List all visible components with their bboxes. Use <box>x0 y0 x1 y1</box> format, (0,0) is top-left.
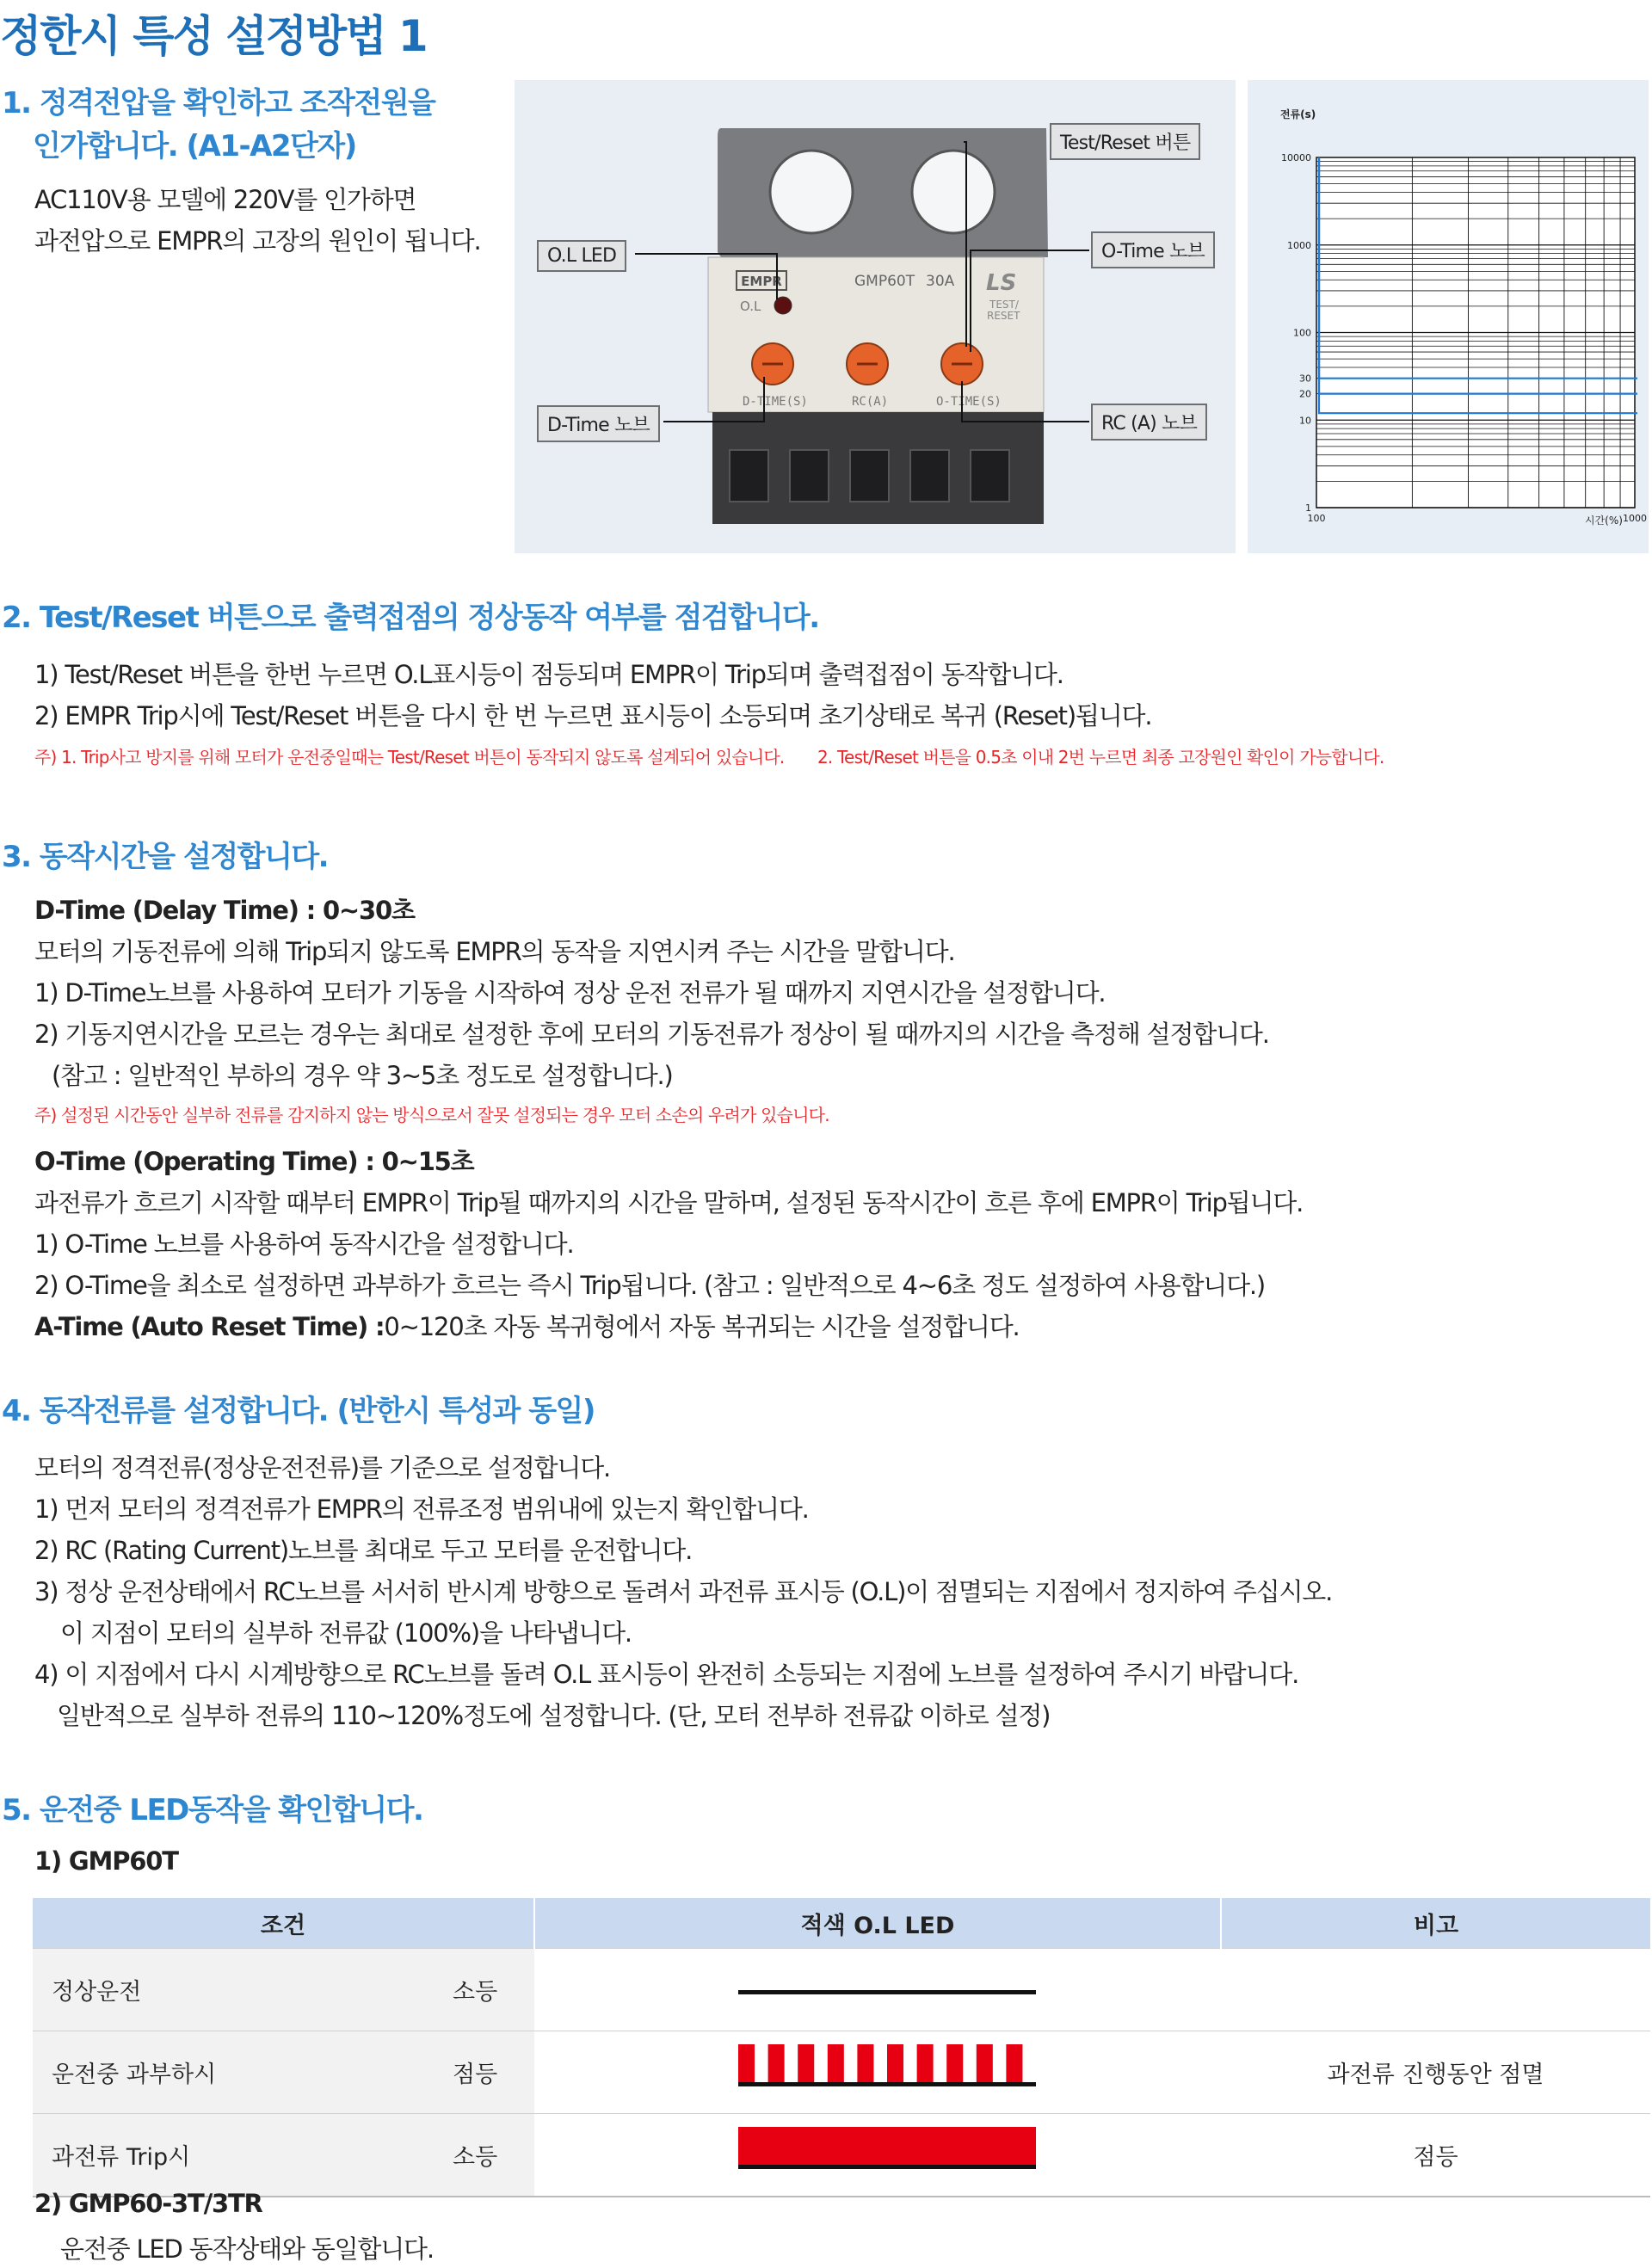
table-row <box>33 2114 1650 2197</box>
row-state: 소등 <box>416 1949 534 2031</box>
row-note <box>1221 1949 1650 2031</box>
d-time-desc: 모터의 기동전류에 의해 Trip되지 않도록 EMPR의 동작을 지연시켜 주는 시간을 말합니다. <box>34 937 955 966</box>
led-pattern-cell <box>534 2114 1221 2197</box>
chart-y-tick-label: 100 <box>1293 327 1311 339</box>
led-blink-pulse <box>946 2044 963 2084</box>
test-label: TEST/ <box>989 299 1019 311</box>
table-row <box>33 2031 1650 2114</box>
d-time-item1: 1) D-Time노브를 사용하여 모터가 기동을 시작하여 정상 운전 전류가 될 때까지 지연시간을 설정합니다. <box>34 978 1106 1008</box>
section-2-line2: 2) EMPR Trip시에 Test/Reset 버튼을 다시 한 번 누르면 표시등이 소등되며 초기상태로 복귀 (Reset)됩니다. <box>34 701 1152 730</box>
section-4-line2: 2) RC (Rating Current)노브를 최대로 두고 모터를 운전합니다. <box>34 1536 693 1565</box>
section-3-heading: 3. 동작시간을 설정합니다. <box>2 840 329 874</box>
led-blink-pulse <box>887 2044 903 2084</box>
o-time-title: O-Time (Operating Time) : 0~15초 <box>34 1147 474 1176</box>
row-state: 점등 <box>416 2031 534 2114</box>
led-on-pattern <box>535 2115 1220 2189</box>
section-4-line3b: 이 지점이 모터의 실부하 전류값 (100%)을 나타냅니다. <box>60 1618 632 1648</box>
section-1-heading-line2: 인가합니다. (A1-A2단자) <box>33 129 356 163</box>
section-5-heading: 5. 운전중 LED동작을 확인합니다. <box>2 1793 423 1827</box>
d-time-scale-label: D-TIME(S) <box>743 395 808 409</box>
led-pattern-cell <box>534 1949 1221 2031</box>
led-off-pattern <box>535 1950 1220 2024</box>
chart-x-tick-label: 1000 <box>1623 513 1647 524</box>
callout-o-time-knob: O-Time 노브 <box>1091 231 1215 268</box>
led-blink-pulse <box>798 2044 814 2084</box>
section-4-line0: 모터의 정격전류(정상운전전류)를 기준으로 설정합니다. <box>34 1453 611 1482</box>
row-state: 소등 <box>416 2114 534 2197</box>
section-4-heading: 4. 동작전류를 설정합니다. (반한시 특성과 동일) <box>2 1394 595 1428</box>
led-status-table <box>33 1898 1650 2197</box>
characteristic-chart <box>1248 80 1649 553</box>
table-row <box>33 1949 1650 2031</box>
row-note: 과전류 진행동안 점멸 <box>1221 2031 1650 2114</box>
section-2-line1: 1) Test/Reset 버튼을 한번 누르면 O.L표시등이 점등되며 EMPR이 Trip되며 출력접점이 동작합니다. <box>34 660 1063 689</box>
callout-d-time-knob: D-Time 노브 <box>537 405 660 442</box>
led-blink-pulse <box>857 2044 873 2084</box>
chart-y-tick-label: 1 <box>1305 502 1311 514</box>
rc-scale-label: RC(A) <box>852 395 889 409</box>
chart-y-tick-label: 1000 <box>1287 239 1311 251</box>
d-time-note: 주) 설정된 시간동안 실부하 전류를 감지하지 않는 방식으로서 잘못 설정되는 경우 모터 소손의 우려가 있습니다. <box>34 1105 829 1125</box>
section-2-note1: 주) 1. Trip사고 방지를 위해 모터가 운전중일때는 Test/Reset 버튼이 동작되지 않도록 설계되어 있습니다. <box>34 747 785 767</box>
row-condition: 운전중 과부하시 <box>33 2031 416 2114</box>
device-photo <box>515 80 1236 553</box>
section-1-text-line2: 과전압으로 EMPR의 고장의 원인이 됩니다. <box>34 226 481 256</box>
callout-test-reset-button: Test/Reset 버튼 <box>1050 123 1200 160</box>
a-time-title: A-Time (Auto Reset Time) : <box>34 1312 385 1341</box>
o-time-item2: 2) O-Time을 최소로 설정하면 과부하가 흐르는 즉시 Trip됩니다. (참고 : 일반적으로 4~6초 정도 설정하여 사용합니다.) <box>34 1271 1266 1300</box>
characteristic-chart-svg <box>1248 80 1649 553</box>
section-5-sub2: 2) GMP60-3T/3TR <box>34 2189 262 2218</box>
callout-rc-knob: RC (A) 노브 <box>1091 404 1207 441</box>
callout-ol-led: O.L LED <box>537 240 626 272</box>
led-blink-pulse <box>828 2044 844 2084</box>
amps-text: 30A <box>926 273 955 290</box>
chart-y-tick-label: 20 <box>1299 388 1311 400</box>
header-condition: 조건 <box>33 1898 534 1949</box>
o-time-knob[interactable] <box>941 343 983 385</box>
ls-logo: LS <box>986 270 1017 296</box>
led-pattern-cell <box>534 2031 1221 2114</box>
model-text: GMP60T <box>854 273 915 290</box>
o-time-scale-label: O-TIME(S) <box>936 395 1002 409</box>
chart-y-tick-label: 10000 <box>1281 152 1311 163</box>
section-1-heading-line1: 1. 정격전압을 확인하고 조작전원을 <box>2 86 435 120</box>
chart-x-label: 시간(%) <box>1585 515 1623 527</box>
row-condition: 과전류 Trip시 <box>33 2114 416 2197</box>
section-2-heading: 2. Test/Reset 버튼으로 출력접점의 정상동작 여부를 점검합니다. <box>2 601 819 635</box>
section-4-line3: 3) 정상 운전상태에서 RC노브를 서서히 반시계 방향으로 돌려서 과전류 표시등 (O.L)이 점멸되는 지점에서 정지하여 주십시오. <box>34 1577 1333 1606</box>
a-time-desc: 0~120초 자동 복귀형에서 자동 복귀되는 시간을 설정합니다. <box>384 1312 1020 1341</box>
led-blink-pulse <box>917 2044 934 2084</box>
section-1-text-line1: AC110V용 모델에 220V를 인가하면 <box>34 185 416 214</box>
d-time-knob[interactable] <box>752 343 793 385</box>
chart-y-tick-label: 30 <box>1299 373 1311 385</box>
led-blink-pulse <box>977 2044 993 2084</box>
section-4-line4: 4) 이 지점에서 다시 시계방향으로 RC노브를 돌려 O.L 표시등이 완전히 소등되는 지점에 노브를 설정하여 주시기 바랍니다. <box>34 1660 1299 1689</box>
brand-text: EMPR <box>741 274 782 289</box>
d-time-reference: (참고 : 일반적인 부하의 경우 약 3~5초 정도로 설정합니다.) <box>52 1061 673 1090</box>
chart-y-label: 전류(s) <box>1280 108 1316 120</box>
header-led: 적색 O.L LED <box>534 1898 1221 1949</box>
ct-hole-left <box>770 151 853 233</box>
o-time-desc: 과전류가 흐르기 시작할 때부터 EMPR이 Trip될 때까지의 시간을 말하며, 설정된 동작시간이 흐른 후에 EMPR이 Trip됩니다. <box>34 1188 1304 1217</box>
o-time-item1: 1) O-Time 노브를 사용하여 동작시간을 설정합니다. <box>34 1230 574 1259</box>
page-title: 정한시 특성 설정방법 1 <box>0 11 427 61</box>
led-blink-pulse <box>1006 2044 1022 2084</box>
a-time-line <box>34 1308 1020 1343</box>
led-blink-pulse <box>768 2044 785 2084</box>
d-time-title: D-Time (Delay Time) : 0~30초 <box>34 896 415 925</box>
table-header-row <box>33 1898 1650 1949</box>
rc-knob[interactable] <box>847 343 888 385</box>
chart-grid <box>1316 157 1635 508</box>
ol-label: O.L <box>740 299 761 314</box>
section-5-sub2-desc: 운전중 LED 동작상태와 동일합니다. <box>60 2234 434 2264</box>
d-time-item2: 2) 기동지연시간을 모르는 경우는 최대로 설정한 후에 모터의 기동전류가 정상이 될 때까지의 시간을 측정해 설정합니다. <box>34 1020 1269 1049</box>
section-4-line1: 1) 먼저 모터의 정격전류가 EMPR의 전류조정 범위내에 있는지 확인합니다. <box>34 1495 809 1524</box>
header-note: 비고 <box>1221 1898 1650 1949</box>
housing-top <box>718 128 1048 257</box>
led-blink-pattern <box>535 2032 1220 2106</box>
row-note: 점등 <box>1221 2114 1650 2197</box>
section-4-line4b: 일반적으로 실부하 전류의 110~120%정도에 설정합니다. (단, 모터 전부하 전류값 이하로 설정) <box>57 1701 1051 1730</box>
reset-label: RESET <box>987 310 1020 322</box>
chart-y-tick-label: 10 <box>1299 415 1311 427</box>
ct-hole-right <box>912 151 995 233</box>
chart-x-tick-label: 100 <box>1307 513 1326 524</box>
section-5-sub1: 1) GMP60T <box>34 1846 178 1876</box>
section-2-note2: 2. Test/Reset 버튼을 0.5초 이내 2번 누르면 최종 고장원인 확인이 가능합니다. <box>817 747 1384 767</box>
led-blink-pulse <box>738 2044 755 2084</box>
row-condition: 정상운전 <box>33 1949 416 2031</box>
